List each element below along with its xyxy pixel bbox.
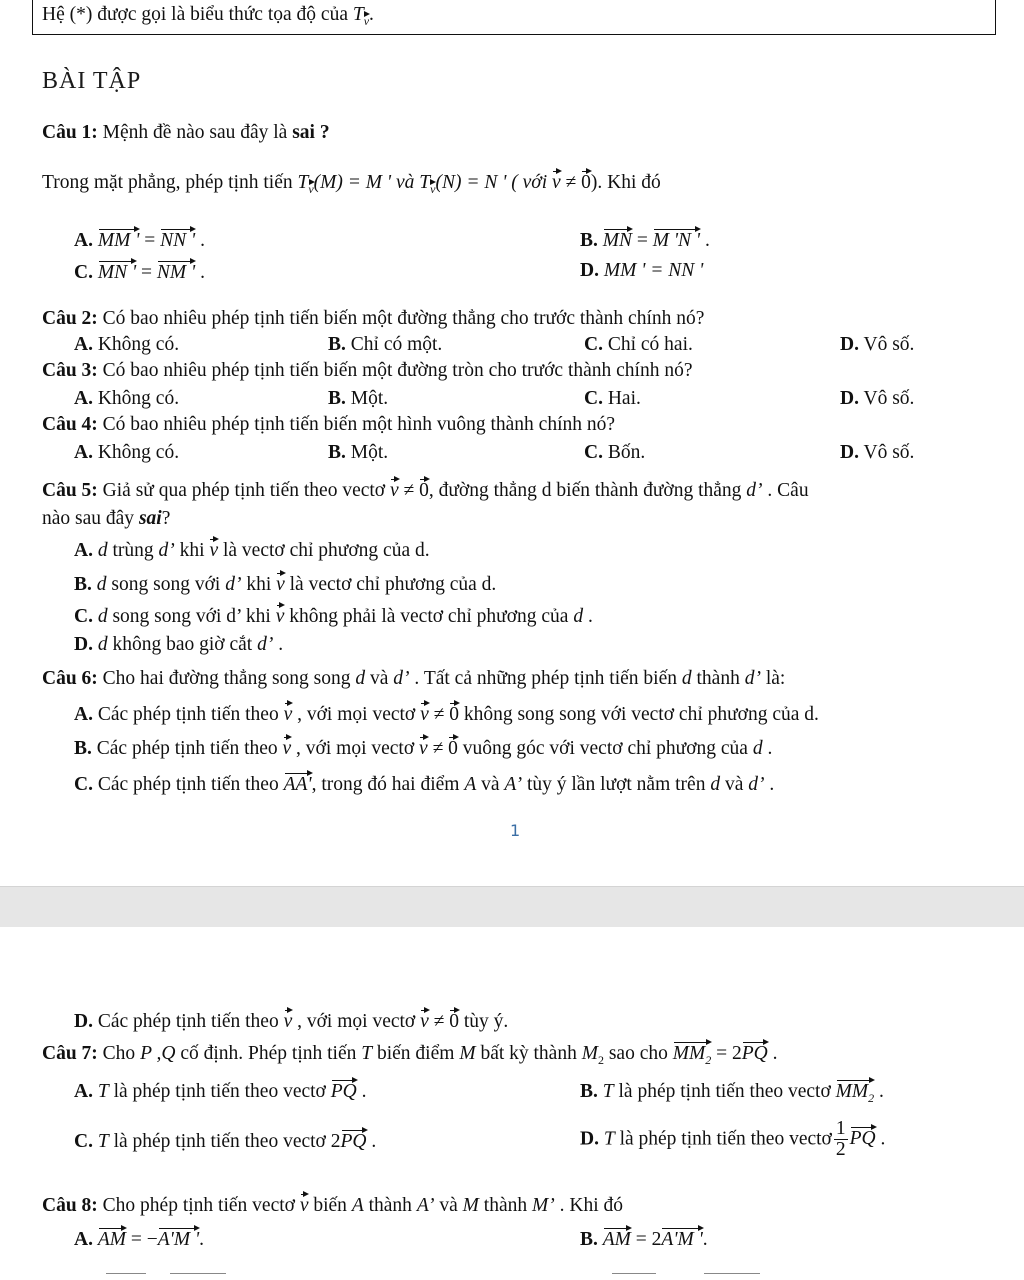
cutoff-vector-mark	[170, 1273, 226, 1274]
cutoff-vector-mark	[612, 1273, 656, 1274]
question-1-intro: Trong mặt phẳng, phép tịnh tiến $T_v(M) = M$ ' và $T_v(N) = N$ ' ( với v ≠ 0). Khi đó	[42, 172, 661, 196]
q7-option-d[interactable]: D. T là phép tịnh tiến theo vectơ $\frac{1}{2}$ PQ .	[580, 1118, 886, 1161]
q7-option-c[interactable]: C. T là phép tịnh tiến theo vectơ 2PQ .	[74, 1131, 377, 1152]
q2-option-d[interactable]: D. Vô số.	[840, 334, 915, 355]
q6-option-a[interactable]: A. Các phép tịnh tiến theo v , với mọi vectơ v ≠ 0 không song song với vectơ chỉ phương của d.	[74, 704, 819, 725]
question-5: Câu 5: Giả sử qua phép tịnh tiến theo vectơ v ≠ 0, đường thẳng d biến thành đường thẳng d’ . Câu	[42, 480, 809, 501]
q5-option-b[interactable]: B. d song song với d’ khi v là vectơ chỉ phương của d.	[74, 574, 497, 595]
q5-option-a[interactable]: A. d trùng d’ khi v là vectơ chỉ phương của d.	[74, 540, 430, 561]
q3-option-b[interactable]: B. Một.	[328, 388, 389, 409]
q6-option-c[interactable]: C. Các phép tịnh tiến theo AA', trong đó hai điểm A và A’ tùy ý lần lượt nằm trên d và d’ .	[74, 774, 775, 795]
section-heading: BÀI TẬP	[42, 68, 142, 94]
q2-option-a[interactable]: A. Không có.	[74, 334, 180, 355]
question-6: Câu 6: Cho hai đường thẳng song song d và d’ . Tất cả những phép tịnh tiến biến d thành d’ là:	[42, 668, 786, 689]
q2-option-b[interactable]: B. Chỉ có một.	[328, 334, 443, 355]
q1-option-c[interactable]: C. MN ' = NM ' .	[74, 262, 205, 283]
q1-option-b[interactable]: B. MN = M 'N ' .	[580, 230, 710, 251]
top-line: Hệ (*) được gọi là biểu thức tọa độ của $T_v$.	[42, 4, 374, 28]
q3-option-a[interactable]: A. Không có.	[74, 388, 180, 409]
q2-option-c[interactable]: C. Chỉ có hai.	[584, 334, 693, 355]
fraction-one-half: $\frac{1}{2}$	[835, 1118, 846, 1161]
q6-option-b[interactable]: B. Các phép tịnh tiến theo v , với mọi vectơ v ≠ 0 vuông góc với vectơ chỉ phương của d .	[74, 738, 773, 759]
cutoff-vector-mark	[704, 1273, 760, 1274]
q5-option-d[interactable]: D. d không bao giờ cắt d’ .	[74, 634, 284, 655]
question-4: Câu 4: Có bao nhiêu phép tịnh tiến biến một hình vuông thành chính nó?	[42, 414, 616, 435]
q3-option-c[interactable]: C. Hai.	[584, 388, 641, 409]
q4-option-c[interactable]: C. Bốn.	[584, 442, 646, 463]
q7-option-b[interactable]: B. T là phép tịnh tiến theo vectơ $MM_2$ .	[580, 1081, 884, 1105]
page-2	[0, 927, 1024, 1280]
question-2: Câu 2: Có bao nhiêu phép tịnh tiến biến một đường thẳng cho trước thành chính nó?	[42, 308, 705, 329]
page-separator	[0, 886, 1024, 928]
q8-option-a[interactable]: A. AM = −A'M '.	[74, 1229, 204, 1250]
question-1: Câu 1: Mệnh đề nào sau đây là sai ?	[42, 122, 330, 143]
q6-option-d[interactable]: D. Các phép tịnh tiến theo v , với mọi vectơ v ≠ 0 tùy ý.	[74, 1011, 509, 1032]
question-3: Câu 3: Có bao nhiêu phép tịnh tiến biến một đường tròn cho trước thành chính nó?	[42, 360, 693, 381]
q4-option-a[interactable]: A. Không có.	[74, 442, 180, 463]
cutoff-vector-mark	[106, 1273, 146, 1274]
q4-option-b[interactable]: B. Một.	[328, 442, 389, 463]
q1-option-d[interactable]: D. MM ' = NN '	[580, 260, 704, 281]
question-8: Câu 8: Cho phép tịnh tiến vectơ v biến A thành A’ và M thành M’ . Khi đó	[42, 1195, 623, 1216]
q7-option-a[interactable]: A. T là phép tịnh tiến theo vectơ PQ .	[74, 1081, 367, 1102]
q1-option-a[interactable]: A. MM ' = NN ' .	[74, 230, 205, 251]
question-7: Câu 7: Cho P ,Q cố định. Phép tịnh tiến T biến điểm M bất kỳ thành $M_2$ sao cho $MM_2 = 2PQ$ .	[42, 1043, 778, 1067]
q4-option-d[interactable]: D. Vô số.	[840, 442, 915, 463]
page-number: 1	[510, 821, 521, 840]
question-5-line-2: nào sau đây sai?	[42, 508, 171, 529]
q5-option-c[interactable]: C. d song song với d’ khi v không phải là vectơ chỉ phương của d .	[74, 606, 593, 627]
q3-option-d[interactable]: D. Vô số.	[840, 388, 915, 409]
q8-option-b[interactable]: B. AM = 2A'M '.	[580, 1229, 708, 1250]
